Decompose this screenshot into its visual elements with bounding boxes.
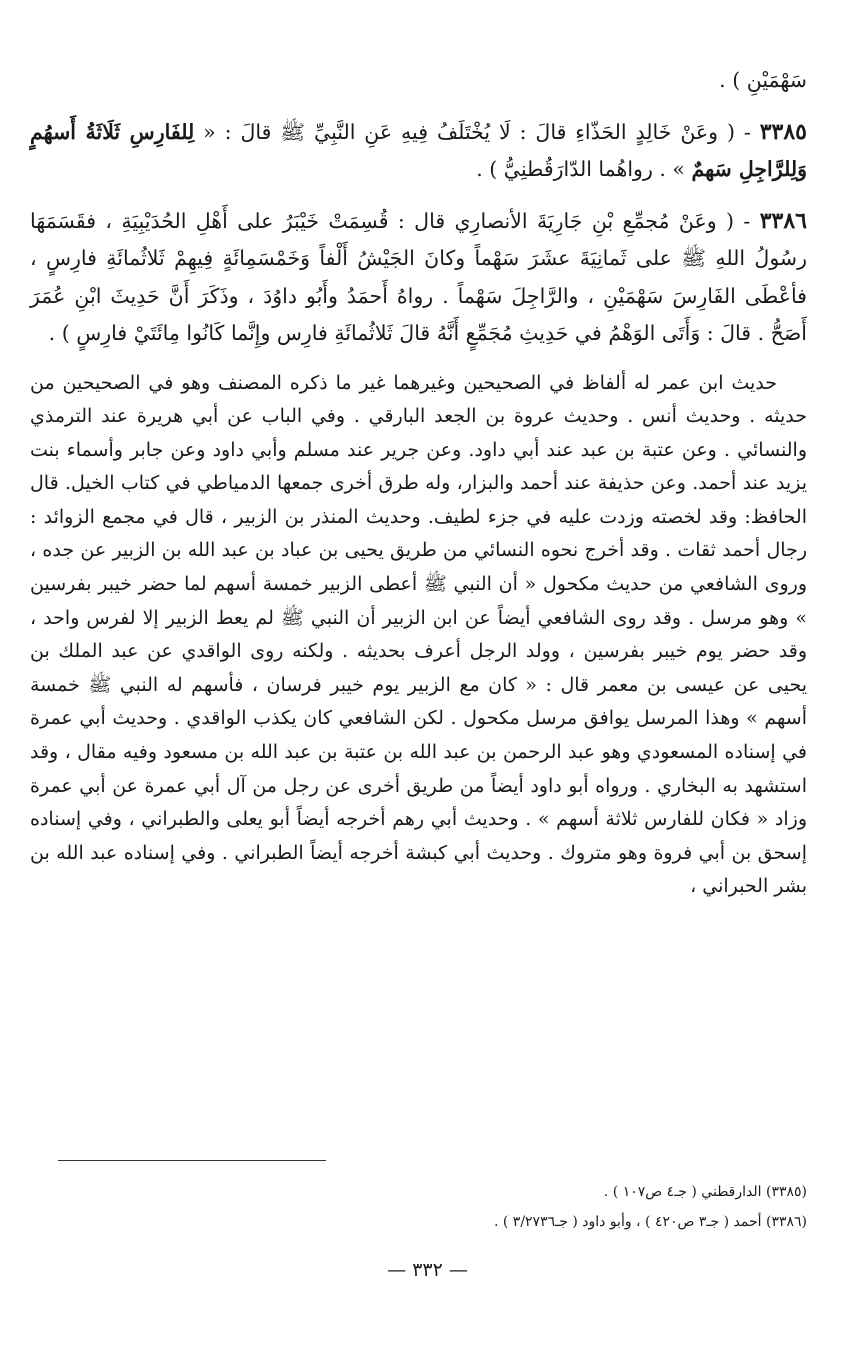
footnote-3385: (٣٣٨٥) الدارقطني ( جـ٤ ص١٠٧ ) . (603, 1184, 807, 1200)
hadith-number: ٣٣٨٦ (759, 207, 807, 234)
hadith-section (30, 62, 807, 353)
hadith-entry-3386 (30, 203, 807, 353)
footnotes (30, 1177, 807, 1237)
hadith-text-before: - ( وعَنْ خَالِدٍ الحَذّاءِ قالَ : لَا يُخْتَلَفُ فِيهِ عَنِ النَّبِيِّ ﷺ قالَ : « (194, 119, 760, 144)
hadith-entry-3385 (30, 114, 807, 189)
book-page (30, 62, 807, 904)
hadith-continuation-text: سَهْمَيْنِ ) . (719, 68, 807, 92)
commentary-paragraph: حديث ابن عمر له ألفاظ في الصحيحين وغيرهما غير ما ذكره المصنف وهو في الصحيحين من حديثه . وحديث أنس . وحديث عروة بن الجعد البارقي . وفي الباب عن أبي هريرة عند الترمذي والنسائي . وعن عتبة بن عبد عند أبي داود. وعن جرير عند مسلم وأبي داود وعن جابر وأسماء بنت يزيد عند أحمد. وعن حذيفة عند أحمد والبزار، وله طرق أخرى جمعها الدمياطي في كتاب الخيل. قال الحافظ: وقد لخصته وزدت عليه في جزء لطيف. وحديث المنذر بن الزبير ، قال في مجمع الزوائد : رجال أحمد ثقات . وقد أخرج نحوه النسائي من طريق يحيى بن عباد بن عبد الله بن الزبير عن جده ، وروى الشافعي من حديث مكحول « أن النبي ﷺ أعطى الزبير خمسة أسهم لما حضر خيبر بفرسين » وهو مرسل . وقد روى الشافعي أيضاً عن ابن الزبير أن النبي ﷺ لم يعط الزبير إلا لفرس واحد ، وقد حضر يوم خيبر بفرسين ، وولد الرجل أعرف بحديثه . ولكنه روى الواقدي عن عبد الملك بن يحيى عن عيسى بن معمر قال : « كان مع الزبير يوم خيبر فرسان ، فأسهم له النبي ﷺ خمسة أسهم » وهذا المرسل يوافق مرسل مكحول . لكن الشافعي كان يكذب الواقدي . وحديث أبي عمرة في إسناده المسعودي وهو عبد الرحمن بن عبد الله بن عتبة بن عبد الله بن مسعود وفيه مقال ، وقد استشهد به البخاري . ورواه أبو داود أيضاً من طريق أخرى عن رجل من آل أبي عمرة عن أبي عمرة وزاد « فكان للفارس ثلاثة أسهم » . وحديث أبي رهم أخرجه أيضاً أبو يعلى والطبراني ، وفي إسناده إسحق بن أبي فروة وهو متروك . وحديث أبي كبشة أخرجه أيضاً الطبراني . وفي إسناده عبد الله بن بشر الحبراني ، (30, 371, 807, 898)
footnote-divider (58, 1160, 326, 1161)
hadith-text: - ( وعَنْ مُجمِّعِ بْنِ جَارِيَةَ الأنصارِي قال : قُسِمَتْ خَيْبَرُ على أَهْلِ الحُدَيْبِيَةِ ، فقَسَمَهَا رسُولُ اللهِ ﷺ على ثَمانِيَةَ عشَرَ سَهْماً وكانَ الجَيْشُ أَلْفاً وَخَمْسَمِائَةٍ فِيهِمْ ثَلاثُمائَةِ فارِسٍ ، فأعْطَى الفَارِسَ سَهْمَيْنِ ، والرَّاجِلَ سَهْماً . رواهُ أَحمَدُ وأَبُو داوُدَ ، وذَكَرَ أَنَّ حَدِيثَ ابْنِ عُمَرَ أَصَحُّ . قالَ : وَأَتَى الوَهْمُ في حَدِيثِ مُجَمِّعٍ أَنَّهُ قالَ ثَلاثُمائَةِ فارِس وإِنَّما كَانُوا مِائَتَيْ فارِسٍ ) . (30, 208, 807, 345)
hadith-continuation (30, 62, 807, 100)
commentary-section (30, 367, 807, 905)
footnote-3386: (٣٣٨٦) أحمد ( جـ٣ ص٤٢٠ ) ، وأبو داود ( جـ٣/٢٧٣٦ ) . (493, 1214, 807, 1230)
hadith-emphasis: لِلفَارِسِ ثَلَاثَةُ أَسهُمٍ وَلِلرَّاجِلِ سَهمٌ (30, 119, 807, 181)
hadith-text-after: » . رواهُما الدّارَقُطنِيُّ ) . (476, 157, 692, 181)
hadith-number: ٣٣٨٥ (759, 118, 807, 145)
page-number: — ٣٣٢ — (387, 1259, 468, 1281)
